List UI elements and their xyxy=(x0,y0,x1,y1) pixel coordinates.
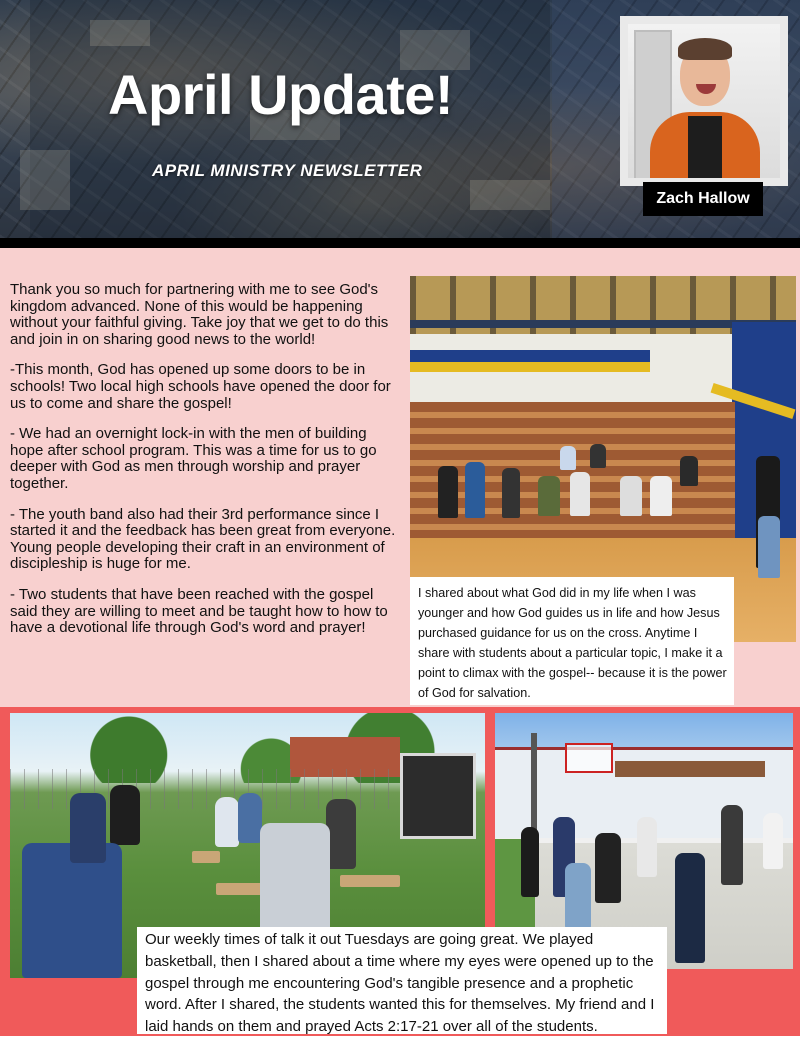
portrait-hair xyxy=(678,38,732,60)
gym-photo-caption: I shared about what God did in my life when I was younger and how God guides us in life and how Jesus purchased guidance for us on the cross. Anytime I share with students about a particular topic, I make it a point to climax with the gospel-- because it is the power of God for salvation. xyxy=(410,577,734,705)
body-paragraph: -This month, God has opened up some doors to be in schools! Two local high schools have opened the door for us to come and share the gospel! xyxy=(10,361,391,412)
newsletter-title: April Update! xyxy=(108,63,454,126)
city-building xyxy=(90,20,150,46)
city-building xyxy=(20,150,70,210)
court-roof xyxy=(615,761,765,777)
header-divider xyxy=(0,238,800,248)
photo-backboard xyxy=(400,753,476,839)
photo-bench xyxy=(192,851,220,863)
player-figure xyxy=(763,813,783,869)
speaker-jeans xyxy=(758,516,780,578)
player-figure xyxy=(637,817,657,877)
city-building xyxy=(470,180,550,210)
student-figure xyxy=(560,446,576,470)
gym-wall-stripe-yellow xyxy=(410,362,650,372)
body-paragraph: - The youth band also had their 3rd performance since I started it and the feedback has been great from everyone. Young people developing their craft in an environment of discipleship is huge for me. xyxy=(10,505,396,573)
author-name-tag: Zach Hallow xyxy=(643,182,763,216)
student-figure xyxy=(570,472,590,516)
student-figure xyxy=(538,476,560,516)
student-figure xyxy=(620,476,642,516)
photo-bench xyxy=(340,875,400,887)
student-figure xyxy=(680,456,698,486)
student-figure xyxy=(590,444,606,468)
student-figure xyxy=(110,785,140,845)
student-figure xyxy=(70,793,106,863)
body-paragraph: - Two students that have been reached with the gospel said they are willing to meet and be taught how to how to have a devotional life through God's word and prayer! xyxy=(10,585,388,637)
player-figure xyxy=(565,863,591,929)
player-figure xyxy=(595,833,621,903)
body-paragraph: - We had an overnight lock-in with the men of building hope after school program. This was a time for us to go deeper with God as men through worship and prayer together. xyxy=(10,425,377,492)
player-figure xyxy=(521,827,539,897)
student-figure xyxy=(502,468,520,518)
court-hoop xyxy=(565,743,613,773)
player-figure xyxy=(675,853,705,963)
author-portrait xyxy=(628,24,780,178)
student-figure xyxy=(438,466,458,518)
student-figure xyxy=(326,799,356,869)
header-banner xyxy=(0,0,800,238)
student-figure xyxy=(650,476,672,516)
newsletter-subtitle: APRIL MINISTRY NEWSLETTER xyxy=(152,161,423,180)
student-figure xyxy=(238,793,262,843)
outdoor-photo-caption: Our weekly times of talk it out Tuesdays are going great. We played basketball, then I shared about a time where my eyes were opened up to the gospel through me encountering God's tangible presence and a prophetic word. After I shared, the students wanted this for themselves. My friend and I laid hands on them and prayed Acts 2:17-21 over all of the students. xyxy=(137,927,667,1034)
portrait-shirt xyxy=(688,116,722,178)
student-figure xyxy=(465,462,485,518)
gym-wall-stripe-blue xyxy=(410,350,650,362)
student-figure xyxy=(260,823,330,933)
portrait-frame xyxy=(620,16,788,186)
newsletter-body xyxy=(10,282,402,651)
student-figure xyxy=(22,843,122,978)
body-paragraph: Thank you so much for partnering with me to see God's kingdom advanced. None of this would be happening without your faithful giving. Take joy that we get to do this and join in on sharing good news to the world! xyxy=(10,281,389,348)
student-figure xyxy=(215,797,239,847)
player-figure xyxy=(721,805,743,885)
